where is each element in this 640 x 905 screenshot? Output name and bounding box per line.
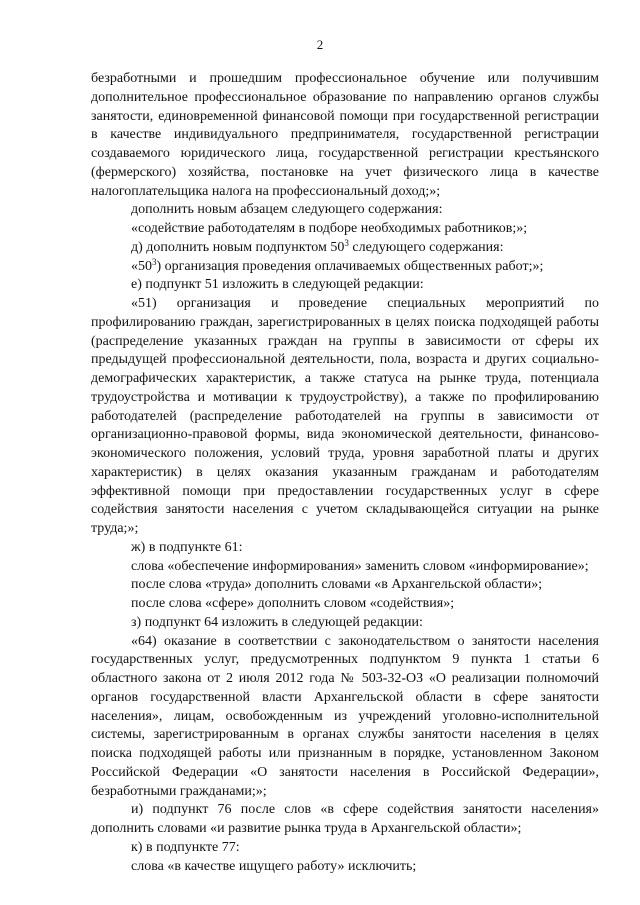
paragraph: д) дополнить новым подпунктом $50^3$ следующего содержания: bbox=[131, 237, 504, 255]
paragraph: безработными и прошедшим профессиональное обучение или получившим дополнительное профессиональное образование по направлению органов службы занятости, единовременной финансовой помощи при государственной регистрации в качестве индивидуального предпринимателя, государственной регистрации создаваемого юридического лица, государственной регистрации крестьянского (фермерского) хозяйства, постановке на учет физического лица в качестве налогоплательщика налога на профессиональный доход;»; bbox=[91, 71, 599, 199]
paragraph: после слова «труда» дополнить словами «в Архангельской области»; bbox=[131, 577, 543, 593]
paragraph: после слова «сфере» дополнить словом «содействия»; bbox=[131, 596, 455, 611]
paragraph: «содействие работодателям в подборе необходимых работников;»; bbox=[131, 221, 528, 236]
paragraph: слова «в качестве ищущего работу» исключить; bbox=[131, 858, 417, 874]
paragraph: з) подпункт 64 изложить в следующей редакции: bbox=[131, 614, 423, 630]
paragraph: слова «обеспечение информирования» заменить словом «информирование»; bbox=[131, 558, 589, 574]
superscript: 3 bbox=[152, 256, 157, 267]
paragraph: «51) организация и проведение специальных мероприятий по профилированию граждан, зарегистрированных в целях поиска подходящей работы (распределение указанных граждан на группы в зависимости от сферы их предыдущей профессиональной деятельности, пола, возраста и других социально-демографических характеристик, а также статуса на рынке труда, потенциала трудоустройства и мотивации к трудоустройству), а также по профилированию работодателей (распределение работодателей на группы в зависимости от организационно-правовой формы, вида экономической деятельности, финансово-экономического положения, условий труда, уровня заработной платы и других характеристик) в целях оказания указанным гражданам и работодателям эффективной помощи при предоставлении государственных услуг в сфере содействия занятости населения с учетом складывающейся ситуации на рынке труда;»; bbox=[91, 296, 599, 536]
page-number: 2 bbox=[316, 37, 324, 52]
paragraph: и) подпункт 76 после слов «в сфере содействия занятости населения» дополнить словами «и развитие рынка труда в Архангельской области»; bbox=[91, 802, 599, 836]
paragraph: «64) оказание в соответствии с законодательством о занятости населения государственных услуг, предусмотренных подпунктом 9 пункта 1 статьи 6 областного закона от 2 июля 2012 года № 503-32-ОЗ «О реализации полномочий органов государственной власти Архангельской области в сфере занятости населения», лицам, освобожденным из учреждений уголовно-исполнительной системы, зарегистрированным в органах службы занятости населения в целях поиска подходящей работы или признанным в порядке, установленном Законом Российской Федерации «О занятости населения в Российской Федерации», безработными гражданами;»; bbox=[91, 633, 599, 799]
paragraph: ж) в подпункте 61: bbox=[131, 539, 243, 555]
paragraph: е) подпункт 51 изложить в следующей редакции: bbox=[131, 277, 424, 293]
paragraph: «$50^3$) организация проведения оплачиваемых общественных работ;»; bbox=[131, 256, 544, 274]
superscript: 3 bbox=[344, 237, 349, 248]
paragraph: дополнить новым абзацем следующего содержания: bbox=[131, 202, 443, 218]
body-text bbox=[91, 70, 599, 876]
paragraph: к) в подпункте 77: bbox=[131, 839, 240, 855]
